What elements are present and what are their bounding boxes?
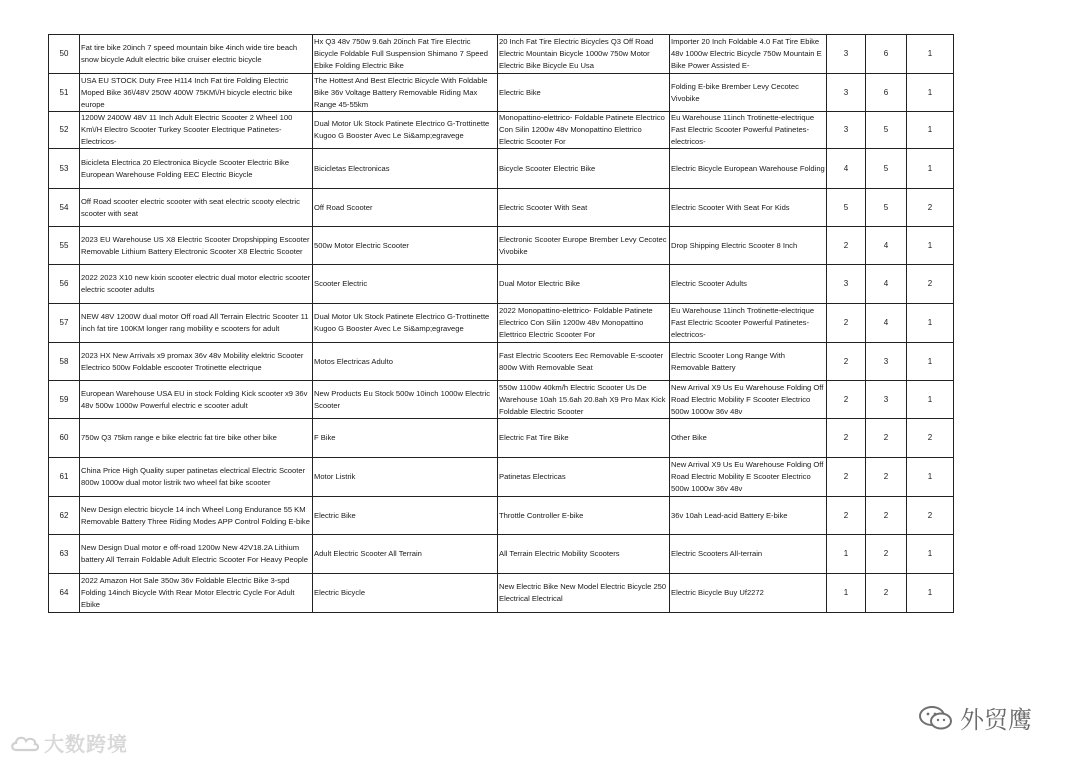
table-row: [49, 574, 954, 613]
count-1-cell: 2: [827, 497, 866, 535]
count-3-cell: 1: [907, 227, 954, 265]
table-row: [49, 419, 954, 458]
related-keyword-3-cell: New Arrival X9 Us Eu Warehouse Folding Off Road Electric Mobility E Scooter Electrico 500w 1000w 36v 48v: [670, 458, 827, 497]
related-keyword-2-cell: Dual Motor Electric Bike: [498, 265, 670, 304]
related-keyword-1-cell: Dual Motor Uk Stock Patinete Electrico G-Trottinette Kugoo G Booster Avec Le Si&amp;egravege: [313, 304, 498, 343]
related-keyword-3-cell: Electric Bicycle Buy Uf2272: [670, 574, 827, 613]
count-1-cell: 1: [827, 535, 866, 574]
row-number: 54: [49, 189, 80, 227]
count-1-cell: 1: [827, 574, 866, 613]
row-number: 56: [49, 265, 80, 304]
keyword-cell: 2022 Amazon Hot Sale 350w 36v Foldable Electric Bike 3-spd Folding 14inch Bicycle With Rear Motor Electric Cycle For Adult Ebike: [80, 574, 313, 613]
table-row: [49, 381, 954, 419]
related-keyword-2-cell: Fast Electric Scooters Eec Removable E-scooter 800w With Removable Seat: [498, 343, 670, 381]
count-1-cell: 5: [827, 189, 866, 227]
keyword-cell: NEW 48V 1200W dual motor Off road All Terrain Electric Scooter 11 inch fat tire 100KM longer rang mobility e scooters for adult: [80, 304, 313, 343]
count-3-cell: 1: [907, 535, 954, 574]
related-keyword-2-cell: Electric Bike: [498, 74, 670, 112]
related-keyword-3-cell: Importer 20 Inch Foldable 4.0 Fat Tire Ebike 48v 1000w Electric Bicycle 750w Mountain E Bike Power Assisted E-: [670, 35, 827, 74]
count-3-cell: 1: [907, 381, 954, 419]
count-1-cell: 2: [827, 304, 866, 343]
related-keyword-3-cell: Electric Scooter With Seat For Kids: [670, 189, 827, 227]
row-number: 60: [49, 419, 80, 458]
wechat-icon: [918, 704, 954, 732]
row-number: 55: [49, 227, 80, 265]
count-3-cell: 1: [907, 304, 954, 343]
row-number: 58: [49, 343, 80, 381]
related-keyword-1-cell: Electric Bike: [313, 497, 498, 535]
count-3-cell: 2: [907, 497, 954, 535]
watermark-right-text: 外贸鹰: [960, 707, 1032, 734]
count-2-cell: 5: [866, 189, 907, 227]
count-2-cell: 4: [866, 265, 907, 304]
row-number: 52: [49, 112, 80, 149]
keyword-cell: 2022 2023 X10 new kixin scooter electric dual motor electric scooter electric scooter adults: [80, 265, 313, 304]
related-keyword-3-cell: Folding E-bike Brember Levy Cecotec Vivobike: [670, 74, 827, 112]
related-keyword-1-cell: Off Road Scooter: [313, 189, 498, 227]
count-1-cell: 3: [827, 265, 866, 304]
keyword-cell: New Design electric bicycle 14 inch Wheel Long Endurance 55 KM Removable Battery Three Riding Modes APP Control Folding E-bike: [80, 497, 313, 535]
row-number: 64: [49, 574, 80, 613]
table-row: [49, 149, 954, 189]
table-row: [49, 112, 954, 149]
count-3-cell: 2: [907, 189, 954, 227]
row-number: 51: [49, 74, 80, 112]
count-2-cell: 6: [866, 74, 907, 112]
related-keyword-3-cell: Eu Warehouse 11inch Trotinette-electrique Fast Electric Scooter Powerful Patinetes-electricos-: [670, 112, 827, 149]
related-keyword-2-cell: New Electric Bike New Model Electric Bicycle 250 Electrical Electrical: [498, 574, 670, 613]
related-keyword-1-cell: Motor Listrik: [313, 458, 498, 497]
table-row: [49, 343, 954, 381]
related-keyword-2-cell: Electric Fat Tire Bike: [498, 419, 670, 458]
count-2-cell: 3: [866, 381, 907, 419]
related-keyword-1-cell: Electric Bicycle: [313, 574, 498, 613]
keyword-cell: 2023 EU Warehouse US X8 Electric Scooter Dropshipping Escooter Removable Lithium Battery Electronic Scooter X8 Electric Scooter: [80, 227, 313, 265]
table-row: [49, 497, 954, 535]
row-number: 53: [49, 149, 80, 189]
related-keyword-2-cell: Electric Scooter With Seat: [498, 189, 670, 227]
related-keyword-1-cell: Scooter Electric: [313, 265, 498, 304]
count-3-cell: 1: [907, 458, 954, 497]
count-2-cell: 2: [866, 574, 907, 613]
keyword-table: [48, 34, 954, 613]
table-row: [49, 35, 954, 74]
related-keyword-1-cell: 500w Motor Electric Scooter: [313, 227, 498, 265]
row-number: 61: [49, 458, 80, 497]
keyword-cell: Bicicleta Electrica 20 Electronica Bicycle Scooter Electric Bike European Warehouse Folding EEC Electric Bicycle: [80, 149, 313, 189]
related-keyword-2-cell: All Terrain Electric Mobility Scooters: [498, 535, 670, 574]
related-keyword-1-cell: Dual Motor Uk Stock Patinete Electrico G-Trottinette Kugoo G Booster Avec Le Si&amp;egravege: [313, 112, 498, 149]
cloud-logo-icon: [10, 732, 40, 754]
count-1-cell: 2: [827, 227, 866, 265]
related-keyword-2-cell: 2022 Monopattino-elettrico- Foldable Patinete Electrico Con Silin 1200w 48v Monopattino Elettrico Electric Scooter For: [498, 304, 670, 343]
count-1-cell: 2: [827, 381, 866, 419]
count-3-cell: 1: [907, 574, 954, 613]
count-2-cell: 5: [866, 112, 907, 149]
count-2-cell: 2: [866, 419, 907, 458]
keyword-cell: New Design Dual motor e off-road 1200w New 42V18.2A Lithium battery All Terrain Foldable Adult Electric Scooter For Heavy People: [80, 535, 313, 574]
related-keyword-2-cell: 550w 1100w 40km/h Electric Scooter Us De Warehouse 10ah 15.6ah 20.8ah X9 Pro Max Kick Foldable Electric Scooter: [498, 381, 670, 419]
row-number: 57: [49, 304, 80, 343]
keyword-table-body: [49, 35, 954, 613]
keyword-cell: 1200W 2400W 48V 11 Inch Adult Electric Scooter 2 Wheel 100 Km\/H Electro Scooter Turkey Scooter Electrique Patinetes-Electricos-: [80, 112, 313, 149]
count-1-cell: 2: [827, 343, 866, 381]
related-keyword-3-cell: Electric Scooter Adults: [670, 265, 827, 304]
count-3-cell: 1: [907, 149, 954, 189]
watermark-left-text: 大数跨境: [44, 734, 128, 756]
related-keyword-3-cell: Electric Bicycle European Warehouse Folding: [670, 149, 827, 189]
watermark-right: [918, 700, 1032, 735]
related-keyword-2-cell: Throttle Controller E-bike: [498, 497, 670, 535]
related-keyword-1-cell: F Bike: [313, 419, 498, 458]
count-2-cell: 2: [866, 458, 907, 497]
count-1-cell: 3: [827, 74, 866, 112]
related-keyword-3-cell: New Arrival X9 Us Eu Warehouse Folding Off Road Electric Mobility F Scooter Electrico 500w 1000w 36v 48v: [670, 381, 827, 419]
related-keyword-1-cell: Bicicletas Electronicas: [313, 149, 498, 189]
count-2-cell: 3: [866, 343, 907, 381]
related-keyword-3-cell: Eu Warehouse 11inch Trotinette-electrique Fast Electric Scooter Powerful Patinetes-electricos-: [670, 304, 827, 343]
related-keyword-2-cell: Monopattino-elettrico- Foldable Patinete Electrico Con Silin 1200w 48v Monopattino Elettrico Electric Scooter For: [498, 112, 670, 149]
row-number: 63: [49, 535, 80, 574]
count-1-cell: 3: [827, 112, 866, 149]
related-keyword-3-cell: Other Bike: [670, 419, 827, 458]
keyword-cell: Fat tire bike 20inch 7 speed mountain bike 4inch wide tire beach snow bicycle Adult electric bike cruiser electric bicycle: [80, 35, 313, 74]
keyword-cell: European Warehouse USA EU in stock Folding Kick scooter x9 36v 48v 500w 1000w Powerful electric e scooter adult: [80, 381, 313, 419]
count-2-cell: 4: [866, 227, 907, 265]
related-keyword-1-cell: Adult Electric Scooter All Terrain: [313, 535, 498, 574]
count-1-cell: 3: [827, 35, 866, 74]
table-row: [49, 458, 954, 497]
table-row: [49, 304, 954, 343]
related-keyword-1-cell: New Products Eu Stock 500w 10inch 1000w Electric Scooter: [313, 381, 498, 419]
row-number: 59: [49, 381, 80, 419]
count-1-cell: 2: [827, 458, 866, 497]
count-2-cell: 4: [866, 304, 907, 343]
count-3-cell: 1: [907, 112, 954, 149]
keyword-cell: China Price High Quality super patinetas electrical Electric Scooter 800w 1000w dual motor listrik two wheel fat bike scooter: [80, 458, 313, 497]
table-row: [49, 227, 954, 265]
count-2-cell: 2: [866, 497, 907, 535]
count-3-cell: 1: [907, 35, 954, 74]
related-keyword-3-cell: 36v 10ah Lead-acid Battery E-bike: [670, 497, 827, 535]
related-keyword-2-cell: Bicycle Scooter Electric Bike: [498, 149, 670, 189]
keyword-cell: Off Road scooter electric scooter with seat electric scooty electric scooter with seat: [80, 189, 313, 227]
table-row: [49, 74, 954, 112]
related-keyword-2-cell: 20 Inch Fat Tire Electric Bicycles Q3 Off Road Electric Mountain Bicycle 1000w 750w Motor Electric Bike Bicycle Eu Usa: [498, 35, 670, 74]
table-row: [49, 535, 954, 574]
watermark-left: [10, 728, 128, 757]
keyword-cell: 2023 HX New Arrivals x9 promax 36v 48v Mobility elektric Scooter Electrico 500w Foldable escooter Trotinette electrique: [80, 343, 313, 381]
related-keyword-1-cell: Motos Electricas Adulto: [313, 343, 498, 381]
keyword-cell: USA EU STOCK Duty Free H114 Inch Fat tire Folding Electric Moped Bike 36\/48V 250W 400W 75KM\/H bicycle electric bike europe: [80, 74, 313, 112]
table-row: [49, 189, 954, 227]
row-number: 62: [49, 497, 80, 535]
count-3-cell: 1: [907, 343, 954, 381]
count-2-cell: 5: [866, 149, 907, 189]
related-keyword-1-cell: Hx Q3 48v 750w 9.6ah 20inch Fat Tire Electric Bicycle Foldable Full Suspension Shimano 7 Speed Ebike Folding Electric Bike: [313, 35, 498, 74]
related-keyword-2-cell: Patinetas Electricas: [498, 458, 670, 497]
related-keyword-3-cell: Drop Shipping Electric Scooter 8 Inch: [670, 227, 827, 265]
keyword-cell: 750w Q3 75km range e bike electric fat tire bike other bike: [80, 419, 313, 458]
count-1-cell: 2: [827, 419, 866, 458]
related-keyword-1-cell: The Hottest And Best Electric Bicycle With Foldable Bike 36v Voltage Battery Removable Riding Max Range 45-55km: [313, 74, 498, 112]
count-3-cell: 2: [907, 419, 954, 458]
count-3-cell: 2: [907, 265, 954, 304]
count-1-cell: 4: [827, 149, 866, 189]
count-2-cell: 2: [866, 535, 907, 574]
table-row: [49, 265, 954, 304]
related-keyword-3-cell: Electric Scooter Long Range With Removable Battery: [670, 343, 827, 381]
row-number: 50: [49, 35, 80, 74]
related-keyword-2-cell: Electronic Scooter Europe Brember Levy Cecotec Vivobike: [498, 227, 670, 265]
count-3-cell: 1: [907, 74, 954, 112]
count-2-cell: 6: [866, 35, 907, 74]
related-keyword-3-cell: Electric Scooters All-terrain: [670, 535, 827, 574]
